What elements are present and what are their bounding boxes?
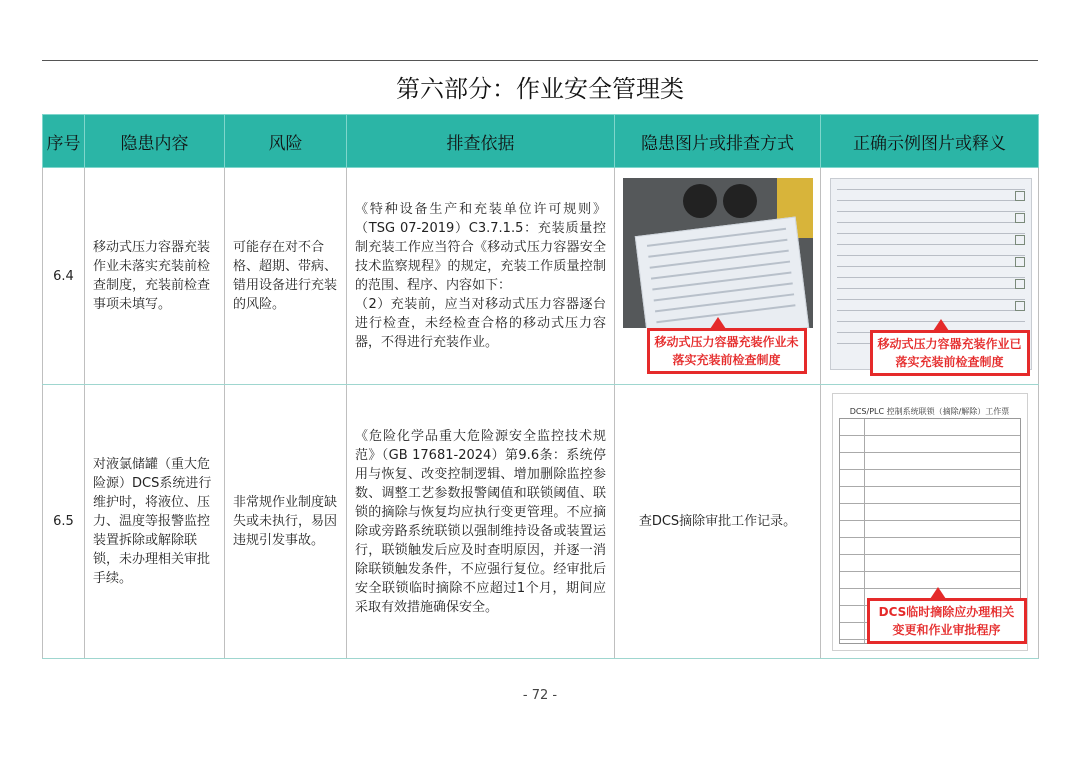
- document-title: DCS/PLC 控制系统联锁（摘除/解除）工作票: [849, 406, 1010, 416]
- table-row: [43, 168, 1039, 385]
- basis-content: 《危险化学品重大危险源安全监控技术规范》（GB 17681-2024）第9.6条：系统停用与恢复、改变控制逻辑、增加删除监控参数、调整工艺参数报警阈值和联锁阈值、联锁的摘除与恢复均应执行变更管理。不应摘除或旁路系统联锁以强制维持设备或装置运行，联锁触发后应及时查明原因，并逐一消除联锁触发条件，不应强行复位。经审批后安全联锁临时摘除不应超过1个月，期间应采取有效措施确保安全。: [347, 385, 615, 659]
- row-number: 6.5: [43, 385, 85, 659]
- example-callout: [870, 330, 1030, 376]
- hazard-callout: [647, 328, 807, 374]
- work-permit-document: [832, 393, 1028, 651]
- header-example: 正确示例图片或释义: [821, 115, 1039, 168]
- example-form-figure: [830, 178, 1030, 374]
- header-no: 序号: [43, 115, 85, 168]
- risk-content: 可能存在对不合格、超期、带病、错用设备进行充装的风险。: [225, 168, 347, 385]
- example-image-cell: [821, 168, 1039, 385]
- top-rule: [42, 60, 1038, 61]
- header-risk: 风险: [225, 115, 347, 168]
- hazard-content: 移动式压力容器充装作业未落实充装前检查制度，充装前检查事项未填写。: [85, 168, 225, 385]
- example-callout: [867, 598, 1027, 644]
- page-title: 第六部分：作业安全管理类: [396, 75, 684, 103]
- table-header-row: [43, 115, 1039, 168]
- hazard-callout-text: 移动式压力容器充装作业未落实充装前检查制度: [654, 335, 799, 367]
- example-callout-text: DCS临时摘除应办理相关变更和作业审批程序: [878, 604, 1015, 637]
- check-method: 查DCS摘除审批工作记录。: [615, 385, 821, 659]
- header-hazard: 隐患内容: [85, 115, 225, 168]
- hazard-photo-figure: [623, 178, 813, 374]
- basis-paragraph: 《特种设备生产和充装单位许可规则》（TSG 07-2019）C3.7.1.5：充装质量控制充装工作应当符合《移动式压力容器安全技术监察规程》的规定，充装工作质量控制的范围、程序、内容如下：: [355, 202, 606, 293]
- checklist-paper: [634, 217, 808, 328]
- risk-content: 非常规作业制度缺失或未执行，易因违规引发事故。: [225, 385, 347, 659]
- example-callout-text: 移动式压力容器充装作业已落实充装前检查制度: [877, 337, 1022, 369]
- basis-paragraph: （2）充装前，应当对移动式压力容器逐台进行检查，未经检查合格的移动式压力容器，不得进行充装作业。: [355, 297, 606, 350]
- basis-content: [347, 168, 615, 385]
- page-number: - 72 -: [522, 688, 558, 703]
- header-basis: 排查依据: [347, 115, 615, 168]
- row-number: 6.4: [43, 168, 85, 385]
- table-row: [43, 385, 1039, 659]
- hazard-image-cell: [615, 168, 821, 385]
- hazard-content: 对液氯储罐（重大危险源）DCS系统进行维护时，将液位、压力、温度等报警监控装置拆除或解除联锁，未办理相关审批手续。: [85, 385, 225, 659]
- example-image-cell: [821, 385, 1039, 659]
- header-check-method: 隐患图片或排查方式: [615, 115, 821, 168]
- hazard-table: [42, 114, 1039, 659]
- hazard-photo: [623, 178, 813, 328]
